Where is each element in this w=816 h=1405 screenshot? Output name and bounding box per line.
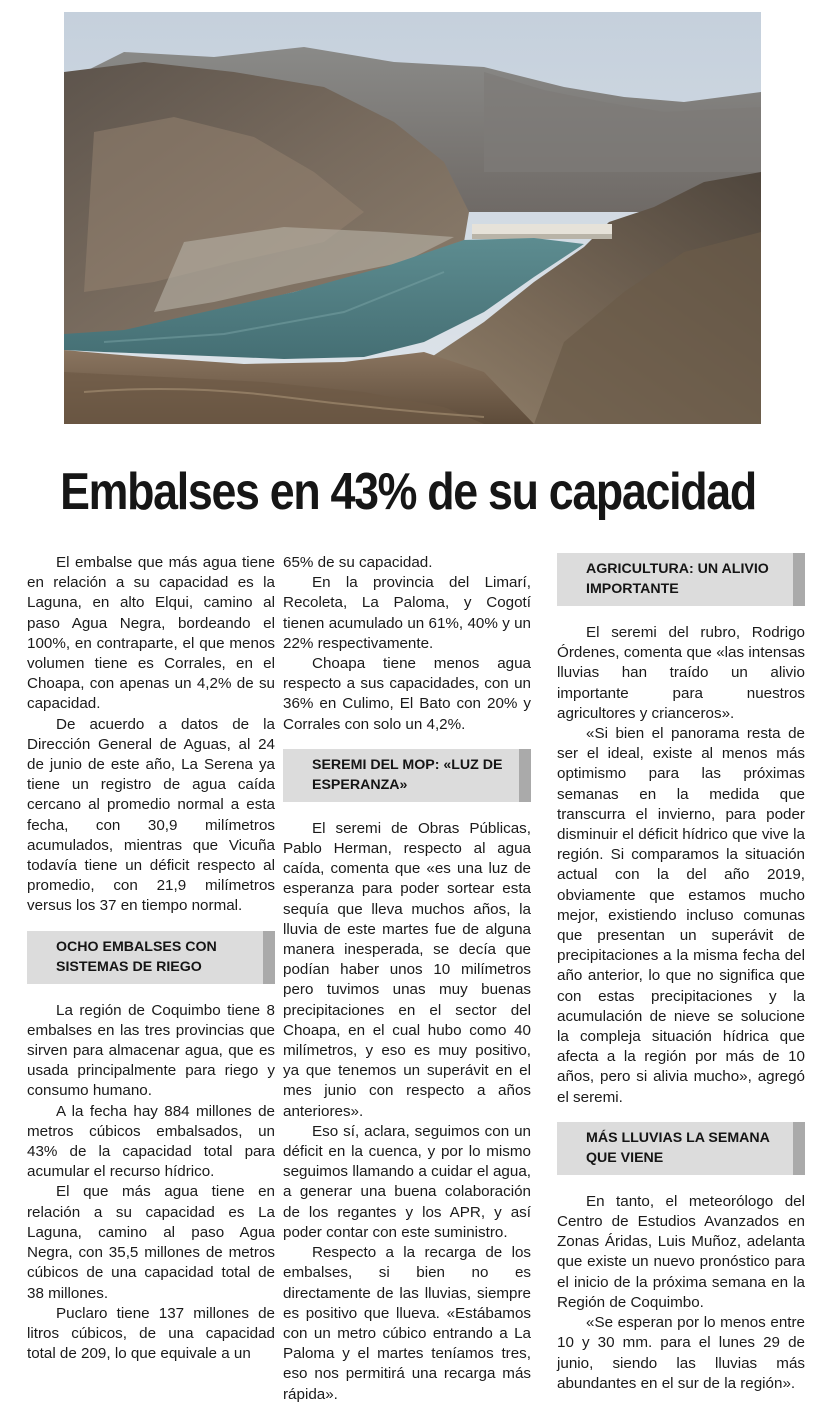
article-column-2 xyxy=(283,553,531,1405)
paragraph: A la fecha hay 884 millones de metros cúbicos embalsados, un 43% de la capacidad total para acumular el recurso hídrico. xyxy=(27,1102,275,1181)
subheading-box: AGRICULTURA: UN ALIVIO IMPORTANTE xyxy=(557,553,805,606)
paragraph: El seremi de Obras Públicas, Pablo Herman, respecto al agua caída, comenta que «es una luz de esperanza para poder sortear esta sequía que lleva muchos años, la lluvia de este martes fue de alguna manera inesperada, se decía que podían haber unos 10 milímetros pero tuvimos unas muy buenas precipitaciones en el sector del Choapa, en el cual hubo como 40 milímetros, y eso es muy positivo, ya que tenemos un superávit en el mes junio con respecto a años anteriores». xyxy=(283,819,531,1120)
paragraph: «Se esperan por lo menos entre 10 y 30 mm. para el lunes 29 de junio, siendo las lluvias más abundantes en el sur de la región». xyxy=(557,1314,805,1392)
subheading-box: SEREMI DEL MOP: «LUZ DE ESPERANZA» xyxy=(283,749,531,802)
paragraph: «Si bien el panorama resta de ser el ideal, existe al menos más optimismo para las próximas semanas en la medida que transcurra el invierno, para poder disminuir el déficit hídrico que vive la región. Si comparamos la situación actual con la del año 2019, obviamente que estamos mucho mejor, existiendo incluso comunas que presentan un superávit de precipitaciones a la misma fecha del año anterior, lo que no significa que con estas precipitaciones y la acumulación de nieve se solucione la compleja situación hídrica que afecta a la región por más de 10 años, pero si alivia mucho», agregó el seremi. xyxy=(557,725,805,1106)
paragraph: De acuerdo a datos de la Dirección General de Aguas, al 24 de junio de este año, La Serena ya tiene un registro de agua caída cercano al promedio normal a esta fecha, con 30,9 milímetros acumulados, mientras que Vicuña todavía tiene un déficit respecto al promedio, con 21,9 milímetros versus los 37 en tiempo normal. xyxy=(27,715,275,915)
paragraph: Respecto a la recarga de los embalses, si bien no es directamente de las lluvias, siempre es positivo que llueva. «Estábamos con un metro cúbico entrando a La Paloma y el martes teníamos tres, eso nos permitirá una recarga más rápida». xyxy=(283,1244,531,1403)
paragraph: El seremi del rubro, Rodrigo Órdenes, comenta que «las intensas lluvias han traído un alivio importante para nuestros agricultores y crianceros». xyxy=(557,624,805,722)
headline: Embalses en 43% de su capacidad xyxy=(60,463,756,521)
article-column-3 xyxy=(557,553,805,1394)
subheading-box: MÁS LLUVIAS LA SEMANA QUE VIENE xyxy=(557,1122,805,1175)
paragraph: El que más agua tiene en relación a su capacidad es La Laguna, camino al paso Agua Negra, con 35,5 millones de metros cúbicos de una capacidad total de 38 millones. xyxy=(27,1183,275,1302)
reservoir-landscape-illustration xyxy=(64,12,761,424)
paragraph: Puclaro tiene 137 millones de litros cúbicos, de una capacidad total de 209, lo que equivale a un xyxy=(27,1304,275,1363)
article-column-1 xyxy=(27,553,275,1364)
paragraph: En la provincia del Limarí, Recoleta, La Paloma, y Cogotí tienen acumulado un 61%, 40% y un 22% respectivamente. xyxy=(283,574,531,652)
paragraph: La región de Coquimbo tiene 8 embalses en las tres provincias que sirven para almacenar agua, que es usada principalmente para riego y consumo humano. xyxy=(27,1001,275,1100)
paragraph: Choapa tiene menos agua respecto a sus capacidades, con un 36% en Culimo, El Bato con 20% y Corrales con solo un 4,2%. xyxy=(283,655,531,733)
paragraph: El embalse que más agua tiene en relación a su capacidad es la Laguna, en alto Elqui, camino al paso Agua Negra, bordeando el 100%, en contraparte, el que menos volumen tiene es Corrales, en el Choapa, con apenas un 4,2% de su capacidad. xyxy=(27,554,275,713)
paragraph: En tanto, el meteorólogo del Centro de Estudios Avanzados en Zonas Áridas, Luis Muñoz, adelanta que existe un nuevo pronóstico para el inicio de la próxima semana en la Región de Coquimbo. xyxy=(557,1192,805,1311)
paragraph: 65% de su capacidad. xyxy=(283,554,433,571)
reservoir-photo xyxy=(64,12,761,424)
paragraph: Eso sí, aclara, seguimos con un déficit en la cuenca, y por lo mismo seguimos llamando a cuidar el agua, a generar una buena colaboración de los regantes y los APR, y así poder contar con este suministro. xyxy=(283,1122,531,1241)
subheading-box: OCHO EMBALSES CON SISTEMAS DE RIEGO xyxy=(27,931,275,984)
